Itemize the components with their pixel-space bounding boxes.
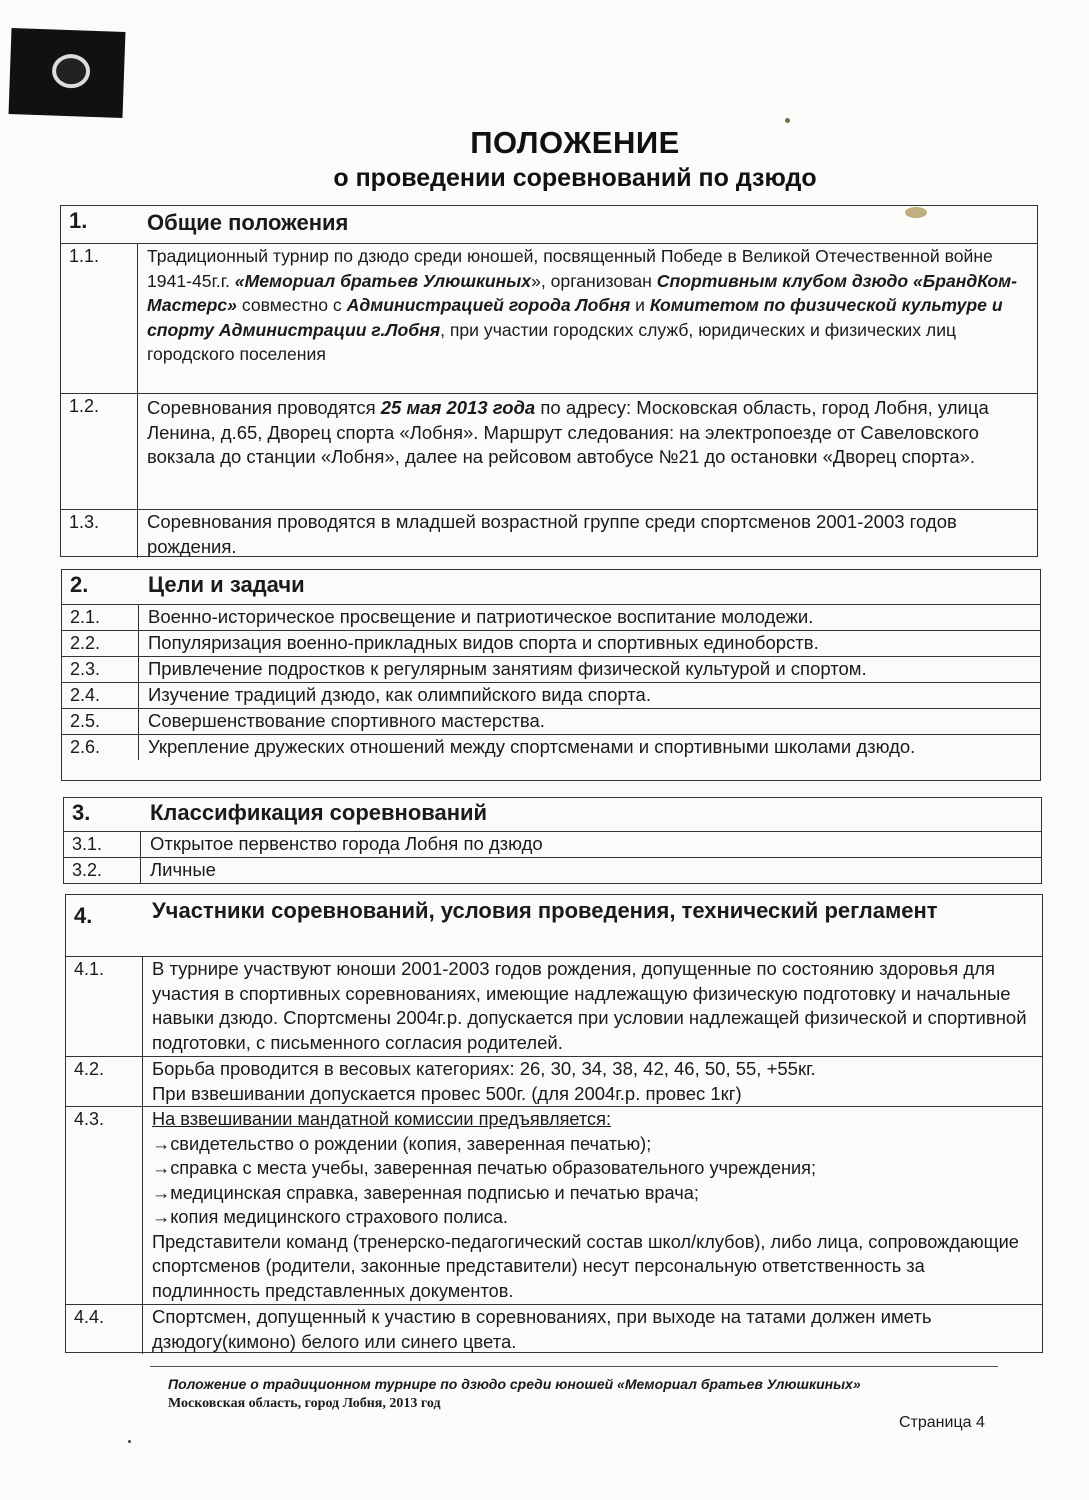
item-line: Борьба проводится в весовых категориях: 26, 30, 34, 38, 42, 46, 50, 55, +55кг. [152,1058,816,1079]
item-line: Представители команд (тренерско-педагогический состав школ/клубов), либо лица, сопровождающие спортсменов (родители, законные представители) несут персональную ответственность за подлинность представленных документов. [152,1231,1019,1301]
section-heading: Классификация соревнований [150,800,488,825]
item-text: Изучение традиций дзюдо, как олимпийского вида спорта. [148,684,651,705]
item-text: Соревнования проводятся 25 мая 2013 года по адресу: Московская область, город Лобня, улица Ленина, д.65, Дворец спорта «Лобня». Маршрут следования: на электропоезде от Савеловского вокзала до станции «Лобня», далее на рейсовом автобусе №21 до остановки «Дворец спорта». [147,397,989,467]
item-text: Соревнования проводятся в младшей возрастной группе среди спортсменов 2001-2003 годов рождения. [147,511,957,557]
item-text: Популяризация военно-прикладных видов спорта и спортивных единоборств. [148,632,819,653]
document-title: ПОЛОЖЕНИЕ [470,125,680,160]
item-number: 4.2. [66,1057,143,1106]
item-text: Традиционный турнир по дзюдо среди юношей, посвященный Победе в Великой Отечественной войне 1941-45г.г. «Мемориал братьев Улюшкиных», организован Спортивным клубом дзюдо «БрандКом-Мастерс» совместно с Администрацией города Лобня и Комитетом по физической культуре и спорту Администрации г.Лобня, при участии городских служб, юридических и физических лиц городского поселения [147,246,1018,364]
item-text: Укрепление дружеских отношений между спортсменами и спортивными школами дзюдо. [148,736,916,757]
section-heading: Общие положения [147,210,349,235]
item-number: 2.6. [62,735,139,760]
item-line: →копия медицинского страхового полиса. [152,1207,508,1227]
item-number: 2.5. [62,709,139,734]
section-classification [63,797,1042,884]
section-goals [61,569,1041,781]
item-line: →справка с места учебы, заверенная печатью образовательного учреждения; [152,1158,817,1178]
item-number: 2.2. [62,631,139,656]
section-number: 4. [74,903,93,928]
section-heading: Участники соревнований, условия проведения, технический регламент [152,898,938,923]
item-text [143,1057,1042,1106]
item-number: 4.3. [66,1107,143,1304]
item-number: 2.4. [62,683,139,708]
paper-speck [128,1440,131,1443]
section-number: 2. [70,572,89,597]
item-number: 3.2. [64,858,141,883]
footer-place: Московская область, город Лобня, 2013 год [168,1396,441,1411]
item-number: 2.3. [62,657,139,682]
item-lead: На взвешивании мандатной комиссии предъявляется: [152,1109,612,1129]
item-text: Личные [150,859,216,880]
item-text: Совершенствование спортивного мастерства. [148,710,545,731]
item-line: →медицинская справка, заверенная подписью и печатью врача; [152,1182,699,1203]
paper-speck [785,118,790,123]
document-subtitle: о проведении соревнований по дзюдо [333,164,817,192]
section-participants [65,894,1043,1353]
item-text: Открытое первенство города Лобня по дзюдо [150,833,543,854]
footer-title: Положение о традиционном турнире по дзюдо среди юношей «Мемориал братьев Улюшкиных» [168,1376,861,1392]
item-text [143,1107,1042,1304]
item-number: 4.1. [66,957,143,1056]
item-line: При взвешивании допускается провес 500г. (для 2004г.р. провес 1кг) [152,1082,742,1104]
item-text: Военно-историческое просвещение и патриотическое воспитание молодежи. [148,606,814,627]
item-line: →свидетельство о рождении (копия, заверенная печатью); [152,1133,652,1154]
section-general [60,205,1038,557]
ring-hole [51,53,90,88]
punch-hole-mark [9,28,126,118]
item-number: 1.3. [61,510,138,558]
section-number: 1. [69,208,88,233]
item-text: В турнире участвуют юноши 2001-2003 годов рождения, допущенные по состоянию здоровья для участия в спортивных соревнованиях, имеющие надлежащую физическую подготовку и начальные навыки дзюдо. Спортсмены 2004г.р. допускается при условии надлежащей физической и спортивной подготовки, с письменного согласия родителей. [152,958,1027,1053]
item-number: 4.4. [66,1305,143,1354]
item-number: 1.2. [61,394,138,509]
footer-rule [150,1366,998,1367]
section-number: 3. [72,800,91,825]
item-number: 3.1. [64,832,141,857]
page-number: Страница 4 [899,1414,985,1431]
section-heading: Цели и задачи [148,572,305,597]
item-number: 1.1. [61,244,138,393]
item-number: 2.1. [62,605,139,630]
item-text: Спортсмен, допущенный к участию в соревнованиях, при выходе на татами должен иметь дзюдогу(кимоно) белого или синего цвета. [152,1306,932,1352]
item-text: Привлечение подростков к регулярным занятиям физической культурой и спортом. [148,658,867,679]
